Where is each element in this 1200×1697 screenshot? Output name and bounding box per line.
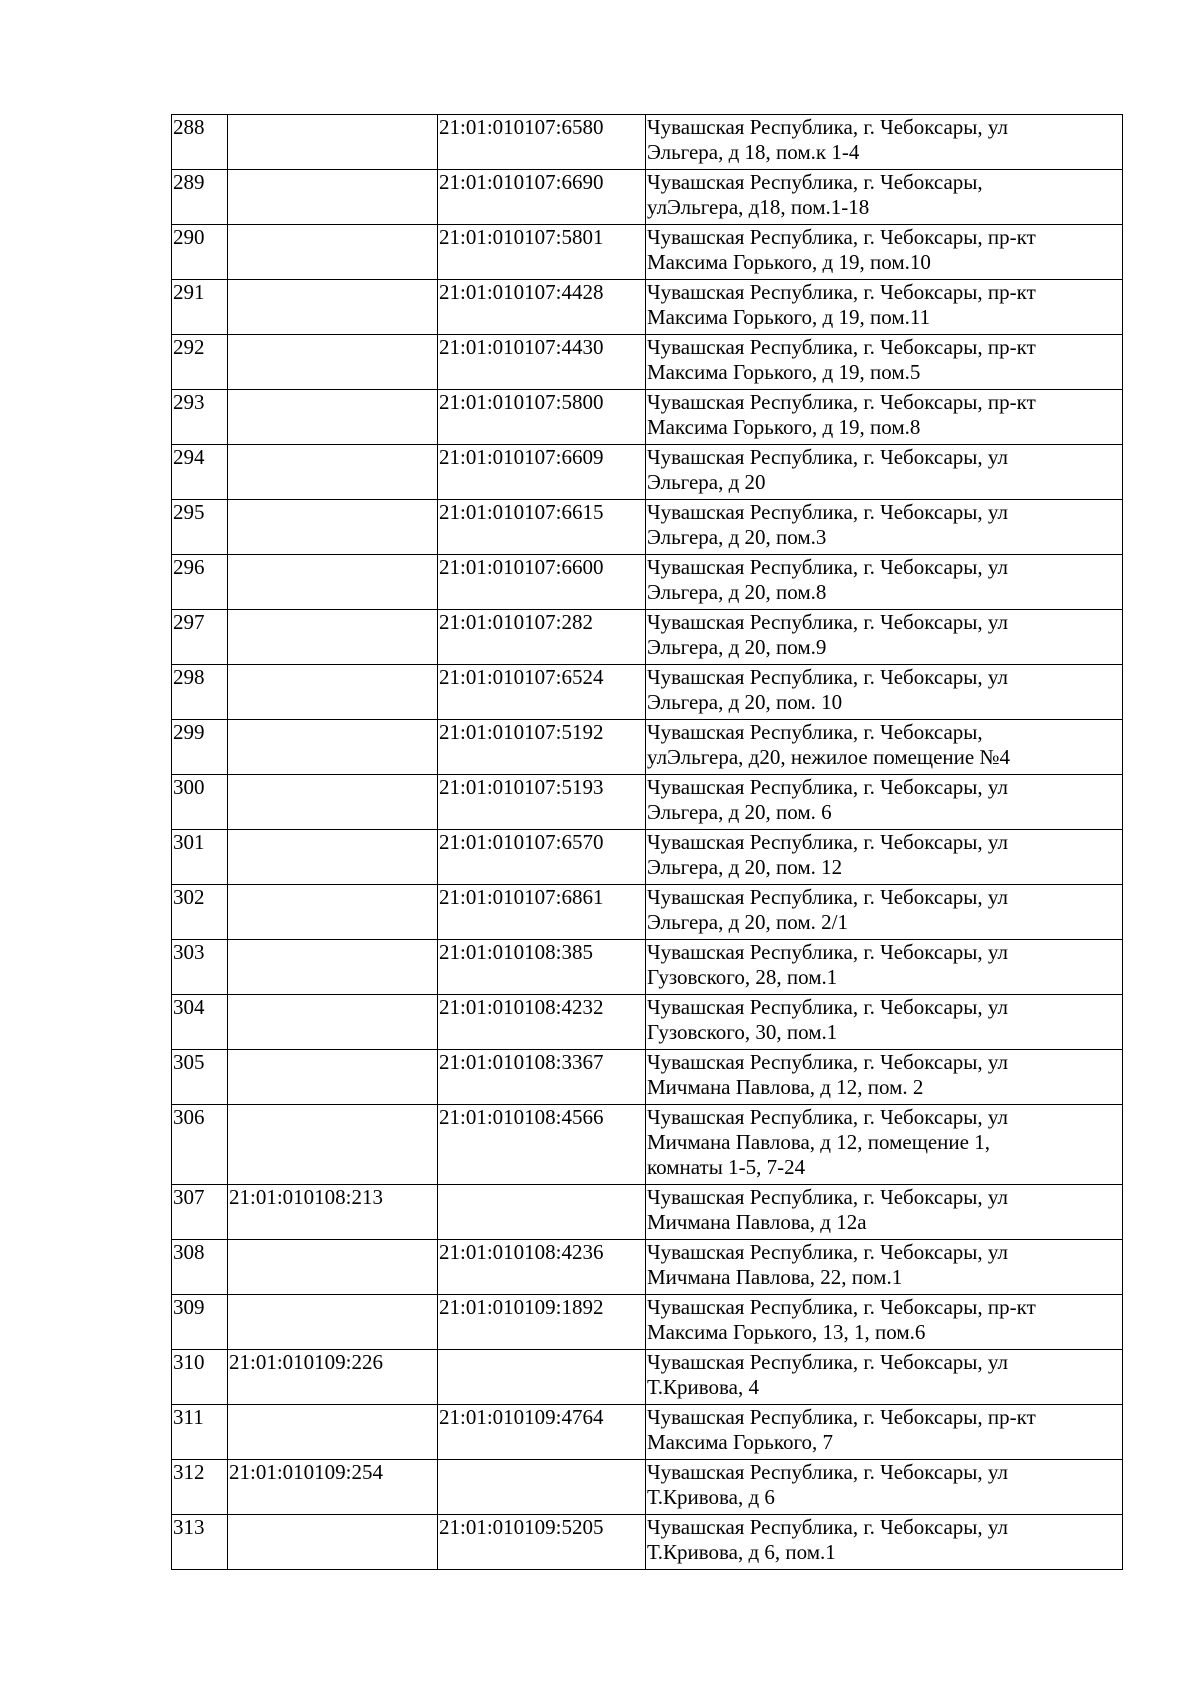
table-row — [172, 1405, 1123, 1460]
row-number-cell: 312 — [172, 1460, 228, 1515]
parcel-number-cell — [228, 280, 438, 335]
cadastral-number-cell: 21:01:010107:6615 — [438, 500, 646, 555]
address-cell — [646, 1050, 1123, 1105]
address-cell — [646, 555, 1123, 610]
parcel-number-cell — [228, 775, 438, 830]
row-number-cell: 300 — [172, 775, 228, 830]
address-cell — [646, 885, 1123, 940]
address-line: Чувашская Республика, г. Чебоксары, ул — [647, 555, 1008, 579]
address-line: Эльгера, д 20, пом. 10 — [647, 690, 843, 714]
address-line: Максима Горького, 13, 1, пом.6 — [647, 1320, 926, 1344]
parcel-number-cell — [228, 830, 438, 885]
address-line: Чувашская Республика, г. Чебоксары, пр-кт — [647, 225, 1036, 249]
address-cell — [646, 665, 1123, 720]
row-number-cell: 288 — [172, 115, 228, 170]
address-cell — [646, 1515, 1123, 1570]
address-cell — [646, 335, 1123, 390]
address-line: Чувашская Республика, г. Чебоксары, ул — [647, 940, 1008, 964]
address-line: Мичмана Павлова, 22, пом.1 — [647, 1265, 903, 1289]
address-cell — [646, 1350, 1123, 1405]
address-line: Чувашская Республика, г. Чебоксары, ул — [647, 500, 1008, 524]
address-line: Чувашская Республика, г. Чебоксары, ул — [647, 115, 1008, 139]
parcel-number-cell — [228, 1105, 438, 1185]
address-line: Чувашская Республика, г. Чебоксары, ул — [647, 610, 1008, 634]
address-line: Гузовского, 28, пом.1 — [647, 965, 838, 989]
address-line: Максима Горького, д 19, пом.8 — [647, 415, 921, 439]
address-line: Максима Горького, 7 — [647, 1430, 834, 1454]
address-line: Чувашская Республика, г. Чебоксары, ул — [647, 1105, 1008, 1129]
table-row — [172, 280, 1123, 335]
table-row — [172, 445, 1123, 500]
address-line: Чувашская Республика, г. Чебоксары, пр-кт — [647, 1295, 1036, 1319]
parcel-number-cell — [228, 390, 438, 445]
cadastral-number-cell: 21:01:010109:1892 — [438, 1295, 646, 1350]
parcel-number-cell — [228, 170, 438, 225]
table-row — [172, 665, 1123, 720]
parcel-number-cell — [228, 1515, 438, 1570]
parcel-number-cell — [228, 720, 438, 775]
address-cell — [646, 1185, 1123, 1240]
table-row — [172, 335, 1123, 390]
parcel-number-cell — [228, 995, 438, 1050]
table-row — [172, 940, 1123, 995]
address-line: Чувашская Республика, г. Чебоксары, ул — [647, 995, 1008, 1019]
cadastral-number-cell: 21:01:010108:4232 — [438, 995, 646, 1050]
table-row — [172, 500, 1123, 555]
table-row — [172, 555, 1123, 610]
table-row — [172, 1295, 1123, 1350]
row-number-cell: 297 — [172, 610, 228, 665]
address-cell — [646, 1460, 1123, 1515]
cadastral-number-cell: 21:01:010109:5205 — [438, 1515, 646, 1570]
address-line: Гузовского, 30, пом.1 — [647, 1020, 838, 1044]
address-line: Эльгера, д 20 — [647, 470, 766, 494]
parcel-number-cell — [228, 225, 438, 280]
address-line: комнаты 1-5, 7-24 — [647, 1155, 806, 1179]
address-line: улЭльгера, д18, пом.1-18 — [647, 195, 870, 219]
parcel-number-cell — [228, 1405, 438, 1460]
address-line: Мичмана Павлова, д 12, помещение 1, — [647, 1130, 990, 1154]
address-line: Чувашская Республика, г. Чебоксары, пр-кт — [647, 390, 1036, 414]
cadastral-number-cell: 21:01:010107:5800 — [438, 390, 646, 445]
address-line: Чувашская Республика, г. Чебоксары, ул — [647, 1460, 1008, 1484]
cadastral-number-cell: 21:01:010107:6690 — [438, 170, 646, 225]
table-row — [172, 225, 1123, 280]
address-line: Чувашская Республика, г. Чебоксары, ул — [647, 1240, 1008, 1264]
address-line: Чувашская Республика, г. Чебоксары, ул — [647, 830, 1008, 854]
table-row — [172, 1185, 1123, 1240]
row-number-cell: 308 — [172, 1240, 228, 1295]
row-number-cell: 293 — [172, 390, 228, 445]
cadastral-number-cell: 21:01:010109:4764 — [438, 1405, 646, 1460]
cadastral-number-cell — [438, 1460, 646, 1515]
row-number-cell: 291 — [172, 280, 228, 335]
row-number-cell: 301 — [172, 830, 228, 885]
address-cell — [646, 170, 1123, 225]
address-line: Максима Горького, д 19, пом.5 — [647, 360, 921, 384]
parcel-number-cell — [228, 500, 438, 555]
address-cell — [646, 1405, 1123, 1460]
address-cell — [646, 445, 1123, 500]
cadastral-number-cell: 21:01:010107:6861 — [438, 885, 646, 940]
cadastral-number-cell: 21:01:010108:4236 — [438, 1240, 646, 1295]
parcel-number-cell — [228, 115, 438, 170]
parcel-number-cell — [228, 665, 438, 720]
parcel-number-cell — [228, 1240, 438, 1295]
address-line: Т.Кривова, д 6 — [647, 1485, 775, 1509]
cadastral-number-cell: 21:01:010107:4430 — [438, 335, 646, 390]
table-row — [172, 775, 1123, 830]
row-number-cell: 299 — [172, 720, 228, 775]
address-line: Т.Кривова, д 6, пом.1 — [647, 1540, 836, 1564]
row-number-cell: 305 — [172, 1050, 228, 1105]
address-line: Максима Горького, д 19, пом.10 — [647, 250, 931, 274]
cadastral-number-cell: 21:01:010107:6524 — [438, 665, 646, 720]
table-row — [172, 115, 1123, 170]
address-cell — [646, 280, 1123, 335]
parcel-number-cell: 21:01:010109:254 — [228, 1460, 438, 1515]
cadastral-number-cell: 21:01:010108:3367 — [438, 1050, 646, 1105]
address-line: Чувашская Республика, г. Чебоксары, ул — [647, 1185, 1008, 1209]
address-line: Чувашская Республика, г. Чебоксары, ул — [647, 1515, 1008, 1539]
address-line: Чувашская Республика, г. Чебоксары, пр-кт — [647, 280, 1036, 304]
table-row — [172, 1240, 1123, 1295]
row-number-cell: 304 — [172, 995, 228, 1050]
table-row — [172, 1515, 1123, 1570]
cadastral-number-cell: 21:01:010107:6580 — [438, 115, 646, 170]
row-number-cell: 295 — [172, 500, 228, 555]
address-cell — [646, 500, 1123, 555]
address-line: Мичмана Павлова, д 12, пом. 2 — [647, 1075, 924, 1099]
cadastral-number-cell: 21:01:010107:282 — [438, 610, 646, 665]
parcel-number-cell — [228, 1050, 438, 1105]
parcel-number-cell — [228, 610, 438, 665]
address-cell — [646, 1105, 1123, 1185]
address-cell — [646, 1295, 1123, 1350]
parcel-number-cell — [228, 335, 438, 390]
row-number-cell: 294 — [172, 445, 228, 500]
address-line: Эльгера, д 18, пом.к 1-4 — [647, 140, 860, 164]
address-cell — [646, 995, 1123, 1050]
table-row — [172, 830, 1123, 885]
row-number-cell: 307 — [172, 1185, 228, 1240]
address-line: Эльгера, д 20, пом. 6 — [647, 800, 832, 824]
address-line: Чувашская Республика, г. Чебоксары, ул — [647, 775, 1008, 799]
row-number-cell: 309 — [172, 1295, 228, 1350]
property-table — [171, 114, 1123, 1570]
property-table-body — [172, 115, 1123, 1570]
table-row — [172, 1105, 1123, 1185]
row-number-cell: 290 — [172, 225, 228, 280]
address-cell — [646, 1240, 1123, 1295]
address-line: Чувашская Республика, г. Чебоксары, ул — [647, 1350, 1008, 1374]
parcel-number-cell — [228, 940, 438, 995]
table-row — [172, 995, 1123, 1050]
table-row — [172, 1050, 1123, 1105]
address-line: Эльгера, д 20, пом. 2/1 — [647, 910, 849, 934]
address-cell — [646, 390, 1123, 445]
table-row — [172, 170, 1123, 225]
cadastral-number-cell: 21:01:010107:5192 — [438, 720, 646, 775]
cadastral-number-cell: 21:01:010107:6609 — [438, 445, 646, 500]
parcel-number-cell — [228, 885, 438, 940]
address-cell — [646, 940, 1123, 995]
table-row — [172, 720, 1123, 775]
table-row — [172, 1350, 1123, 1405]
cadastral-number-cell: 21:01:010107:5801 — [438, 225, 646, 280]
address-cell — [646, 830, 1123, 885]
address-line: Эльгера, д 20, пом.9 — [647, 635, 827, 659]
cadastral-number-cell: 21:01:010107:6570 — [438, 830, 646, 885]
table-row — [172, 1460, 1123, 1515]
row-number-cell: 296 — [172, 555, 228, 610]
parcel-number-cell: 21:01:010109:226 — [228, 1350, 438, 1405]
row-number-cell: 292 — [172, 335, 228, 390]
row-number-cell: 313 — [172, 1515, 228, 1570]
address-line: Эльгера, д 20, пом. 12 — [647, 855, 843, 879]
cadastral-number-cell: 21:01:010108:4566 — [438, 1105, 646, 1185]
address-line: Эльгера, д 20, пом.8 — [647, 580, 827, 604]
address-cell — [646, 720, 1123, 775]
address-cell — [646, 775, 1123, 830]
table-row — [172, 885, 1123, 940]
row-number-cell: 298 — [172, 665, 228, 720]
address-line: Чувашская Республика, г. Чебоксары, пр-кт — [647, 335, 1036, 359]
parcel-number-cell — [228, 445, 438, 500]
address-line: Чувашская Республика, г. Чебоксары, ул — [647, 1050, 1008, 1074]
address-line: Чувашская Республика, г. Чебоксары, — [647, 170, 983, 194]
address-line: улЭльгера, д20, нежилое помещение №4 — [647, 745, 1010, 769]
row-number-cell: 310 — [172, 1350, 228, 1405]
table-row — [172, 610, 1123, 665]
address-line: Т.Кривова, 4 — [647, 1375, 759, 1399]
address-line: Мичмана Павлова, д 12а — [647, 1210, 867, 1234]
parcel-number-cell — [228, 555, 438, 610]
cadastral-number-cell: 21:01:010107:4428 — [438, 280, 646, 335]
address-line: Чувашская Республика, г. Чебоксары, — [647, 720, 983, 744]
parcel-number-cell — [228, 1295, 438, 1350]
row-number-cell: 289 — [172, 170, 228, 225]
address-line: Чувашская Республика, г. Чебоксары, ул — [647, 445, 1008, 469]
cadastral-number-cell: 21:01:010108:385 — [438, 940, 646, 995]
row-number-cell: 303 — [172, 940, 228, 995]
address-line: Чувашская Республика, г. Чебоксары, ул — [647, 665, 1008, 689]
parcel-number-cell: 21:01:010108:213 — [228, 1185, 438, 1240]
address-cell — [646, 115, 1123, 170]
address-line: Чувашская Республика, г. Чебоксары, пр-кт — [647, 1405, 1036, 1429]
row-number-cell: 311 — [172, 1405, 228, 1460]
address-line: Чувашская Республика, г. Чебоксары, ул — [647, 885, 1008, 909]
table-row — [172, 390, 1123, 445]
address-cell — [646, 225, 1123, 280]
cadastral-number-cell — [438, 1185, 646, 1240]
row-number-cell: 306 — [172, 1105, 228, 1185]
cadastral-number-cell: 21:01:010107:6600 — [438, 555, 646, 610]
row-number-cell: 302 — [172, 885, 228, 940]
address-cell — [646, 610, 1123, 665]
address-line: Максима Горького, д 19, пом.11 — [647, 305, 931, 329]
cadastral-number-cell: 21:01:010107:5193 — [438, 775, 646, 830]
cadastral-number-cell — [438, 1350, 646, 1405]
address-line: Эльгера, д 20, пом.3 — [647, 525, 827, 549]
